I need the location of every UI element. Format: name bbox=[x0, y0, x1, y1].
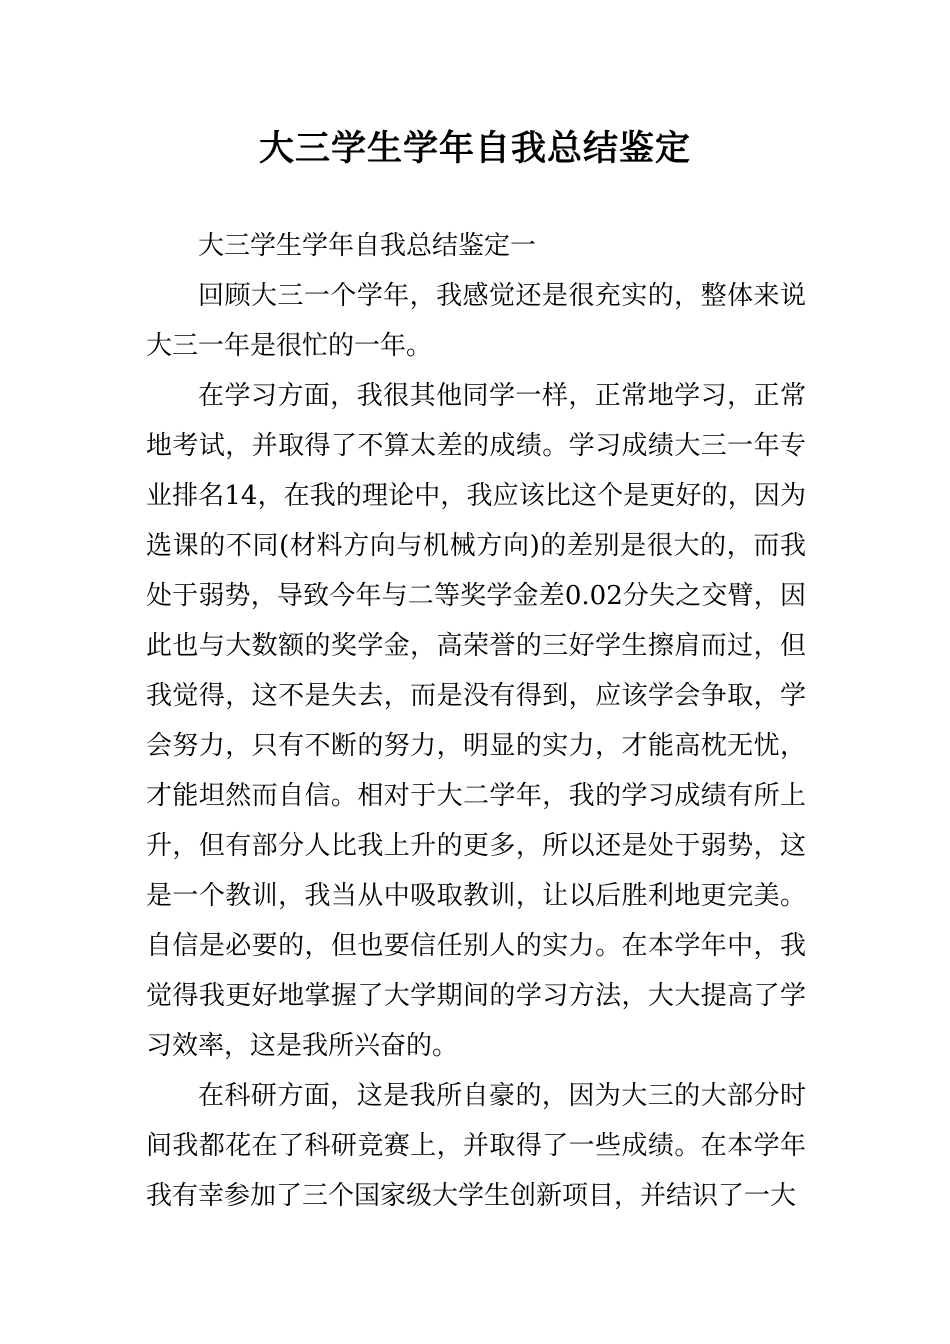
paragraph-study: 在学习方面，我很其他同学一样，正常地学习，正常地考试，并取得了不算太差的成绩。学习成绩大三一年专业排名14，在我的理论中，我应该比这个是更好的，因为选课的不同(材料方向与机械方向)的差别是很大的，而我处于弱势，导致今年与二等奖学金差0.02分失之交臂，因此也与大数额的奖学金，高荣誉的三好学生擦肩而过，但我觉得，这不是失去，而是没有得到，应该学会争取，学会努力，只有不断的努力，明显的实力，才能高枕无忧，才能坦然而自信。相对于大二学年，我的学习成绩有所上升，但有部分人比我上升的更多，所以还是处于弱势，这是一个教训，我当从中吸取教训，让以后胜利地更完美。自信是必要的，但也要信任别人的实力。在本学年中，我觉得我更好地掌握了大学期间的学习方法，大大提高了学习效率，这是我所兴奋的。 bbox=[146, 381, 806, 1061]
paragraph-subtitle: 大三学生学年自我总结鉴定一 bbox=[198, 231, 537, 261]
paragraph-research: 在科研方面，这是我所自豪的，因为大三的大部分时间我都花在了科研竞赛上，并取得了一些成绩。在本学年我有幸参加了三个国家级大学生创新项目，并结识了一大 bbox=[146, 1081, 806, 1211]
paragraph-review: 回顾大三一个学年，我感觉还是很充实的，整体来说大三一年是很忙的一年。 bbox=[146, 281, 806, 361]
document-body bbox=[146, 221, 806, 1221]
document-title: 大三学生学年自我总结鉴定 bbox=[258, 129, 691, 169]
